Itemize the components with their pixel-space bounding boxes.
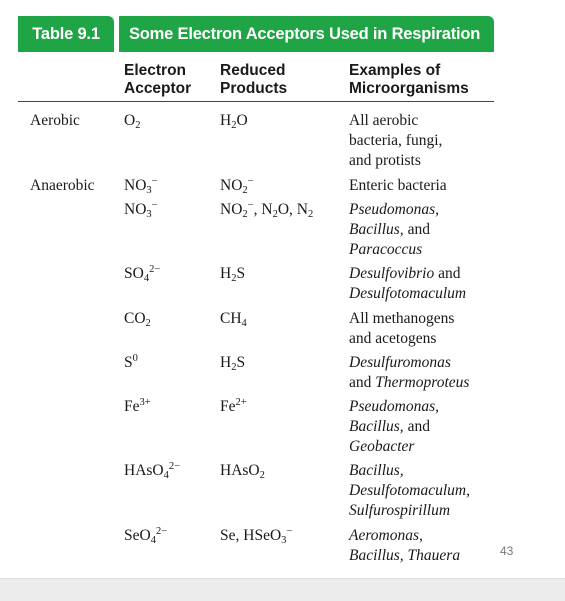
organisms-iron-reducers: Pseudomonas, Bacillus, and Geobacter [349, 398, 439, 455]
acceptor-selenate: SeO$_4^{2-}$ [124, 526, 168, 547]
acceptor-sulfate: $SO_4^{2-}$ [124, 264, 161, 285]
organisms-sulfate-reducers: Desulfovibrio and Desulfotomaculum [349, 265, 467, 302]
category-aerobic: Aerobic [30, 112, 80, 129]
table-header [18, 16, 494, 52]
column-header-reduced-products: Reduced Products [220, 62, 288, 97]
product-selenium: Se, HSeO$_3$− [220, 526, 293, 547]
organisms-sulfur-reducers: Desulfuromonas and Thermoproteus [349, 354, 470, 391]
acceptor-arsenate: HAsO$_4^{2-}$ [124, 461, 181, 482]
organisms-aerobic: All aerobic bacteria, fungi, and protists [349, 112, 443, 169]
product-denitrification: $NO_2^-$, $N_2O$, $N_2$ [220, 200, 314, 221]
column-header-examples: Examples of Microorganisms [349, 62, 469, 97]
product-arsenite: HAsO$_2$ [220, 462, 265, 482]
acceptor-sulfur: $S^0$ [124, 353, 138, 371]
table-number: Table 9.1 [18, 16, 114, 52]
organisms-enteric: Enteric bacteria [349, 177, 447, 194]
organisms-selenate-reducers: Aeromonas, Bacillus, Thauera [349, 527, 461, 564]
acceptor-ferric-iron: $Fe^{3+}$ [124, 397, 151, 415]
organisms-methanogens: All methanogens and acetogens [349, 310, 455, 347]
acceptor-nitrate: $NO_3^-$ [124, 176, 158, 197]
page-number: 43 [500, 544, 514, 558]
table-title: Some Electron Acceptors Used in Respiration [119, 16, 494, 52]
product-h2o: $H_2O$ [220, 112, 248, 132]
product-h2s-2: $H_2S$ [220, 354, 246, 374]
category-anaerobic: Anaerobic [30, 177, 95, 194]
product-h2s: $H_2S$ [220, 265, 246, 285]
acceptor-co2: $CO_2$ [124, 310, 151, 330]
acceptor-nitrate-2: $NO_3^-$ [124, 200, 158, 221]
product-ferrous-iron: $Fe^{2+}$ [220, 397, 247, 415]
product-nitrite: $NO_2^-$ [220, 176, 254, 197]
organisms-denitrifiers: Pseudomonas, Bacillus, and Paracoccus [349, 201, 439, 258]
acceptor-o2: $O_2$ [124, 112, 141, 132]
column-header-electron-acceptor: Electron Acceptor [124, 62, 192, 97]
product-methane: $CH_4$ [220, 310, 247, 330]
organisms-arsenate-reducers: Bacillus, Desulfotomaculum, Sulfurospirillum [349, 462, 470, 519]
header-rule [18, 101, 494, 102]
footer-bar [0, 578, 565, 601]
